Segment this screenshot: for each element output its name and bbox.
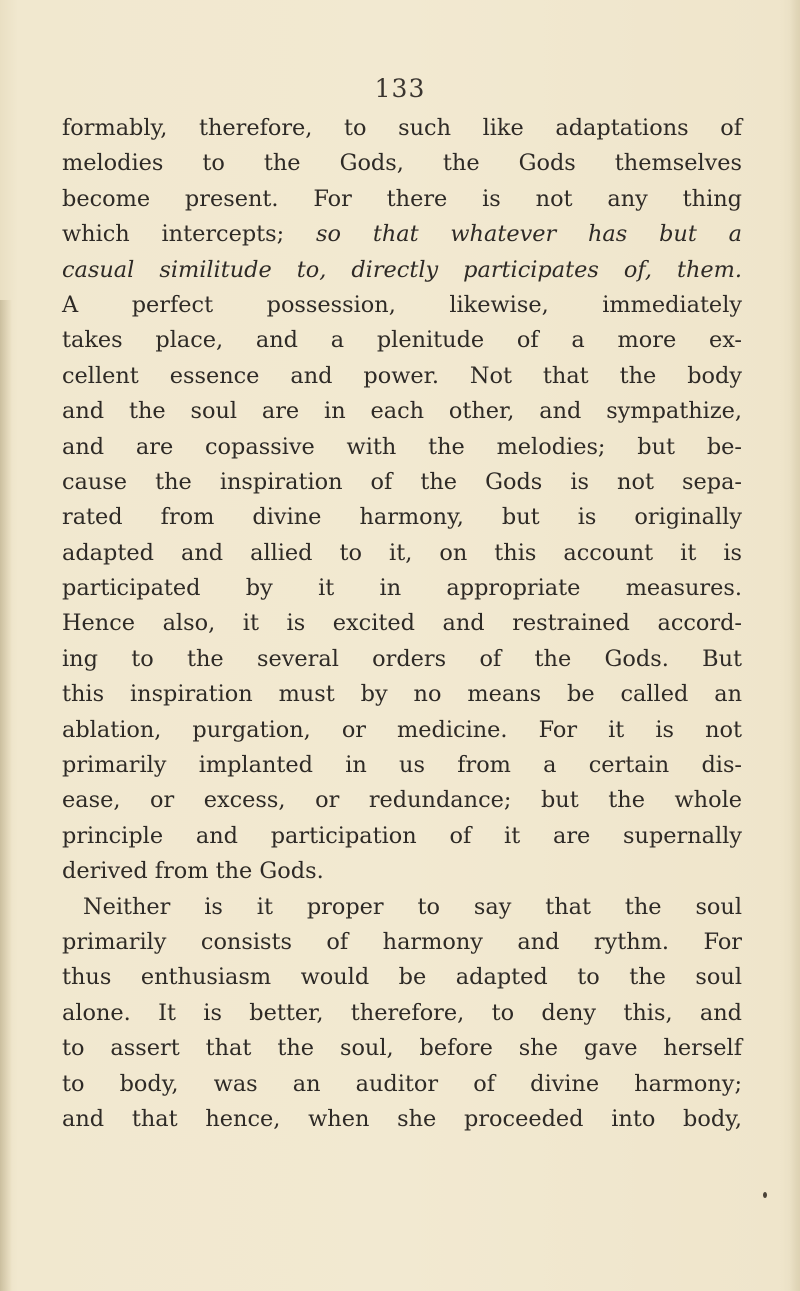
text-segment: Neither is it proper to say that the soul — [83, 893, 742, 920]
text-segment: Hence also, it is excited and restrained accord- — [62, 610, 742, 637]
text-line — [62, 960, 742, 995]
text-line — [62, 606, 742, 641]
text-line — [62, 182, 742, 217]
text-line — [62, 323, 742, 358]
text-segment: formably, therefore, to such like adaptations of — [62, 115, 742, 141]
body-text — [62, 111, 742, 1137]
text-segment: takes place, and a plenitude of a more ex- — [62, 327, 742, 354]
text-segment: ease, or excess, or redundance; but the whole — [62, 787, 742, 814]
text-segment: rated from divine harmony, but is originally — [62, 504, 742, 531]
italic-text-segment: casual similitude to, directly participates of, them. — [62, 256, 742, 283]
page-left-edge-shadow — [0, 300, 12, 1291]
text-line — [62, 1031, 742, 1066]
text-segment: this inspiration must by no means be called an — [62, 681, 742, 708]
text-line — [62, 394, 742, 429]
text-line — [62, 500, 742, 535]
text-segment: ing to the several orders of the Gods. But — [62, 645, 742, 672]
text-segment: ablation, purgation, or medicine. For it is not — [62, 716, 742, 743]
text-segment: melodies to the Gods, the Gods themselves — [62, 150, 742, 177]
text-segment: alone. It is better, therefore, to deny this, and — [62, 999, 742, 1026]
text-segment: primarily implanted in us from a certain dis- — [62, 752, 742, 779]
text-segment: A perfect possession, likewise, immediately — [62, 291, 742, 318]
text-line — [62, 1067, 742, 1102]
text-line — [62, 111, 742, 146]
text-line — [62, 925, 742, 960]
text-line — [62, 713, 742, 748]
text-line — [62, 890, 742, 925]
text-line — [62, 571, 742, 606]
text-line — [62, 146, 742, 181]
text-segment: and the soul are in each other, and sympathize, — [62, 398, 742, 425]
text-segment: and that hence, when she proceeded into body, — [62, 1105, 742, 1132]
text-line — [62, 253, 742, 288]
page-right-edge-shadow — [790, 0, 800, 1291]
text-line — [62, 359, 742, 394]
text-segment: and are copassive with the melodies; but be- — [62, 433, 742, 460]
italic-text-segment: so that whatever has but a — [316, 221, 742, 248]
text-line — [62, 288, 742, 323]
text-line — [62, 677, 742, 712]
text-segment: which intercepts; — [62, 221, 317, 248]
text-segment: primarily consists of harmony and rythm. For — [62, 928, 742, 955]
text-line — [62, 854, 742, 889]
text-line — [62, 819, 742, 854]
text-line — [62, 642, 742, 677]
text-segment: cause the inspiration of the Gods is not sepa- — [62, 468, 742, 495]
page-number: 133 — [374, 74, 426, 103]
text-segment: principle and participation of it are supernally — [62, 822, 742, 849]
text-line — [62, 217, 742, 252]
text-segment: participated by it in appropriate measures. — [62, 575, 742, 602]
text-segment: to assert that the soul, before she gave herself — [62, 1035, 742, 1062]
text-line — [62, 430, 742, 465]
text-segment: cellent essence and power. Not that the body — [62, 362, 742, 389]
text-segment: thus enthusiasm would be adapted to the soul — [62, 964, 742, 991]
ink-speck — [763, 1192, 767, 1198]
text-line — [62, 465, 742, 500]
text-line — [62, 783, 742, 818]
text-line — [62, 748, 742, 783]
text-segment: to body, was an auditor of divine harmony; — [62, 1070, 742, 1097]
text-line — [62, 996, 742, 1031]
text-line — [62, 536, 742, 571]
text-segment: become present. For there is not any thing — [62, 185, 742, 212]
text-line — [62, 1102, 742, 1137]
text-segment: adapted and allied to it, on this account it is — [62, 539, 742, 566]
text-segment: derived from the Gods. — [62, 858, 324, 885]
